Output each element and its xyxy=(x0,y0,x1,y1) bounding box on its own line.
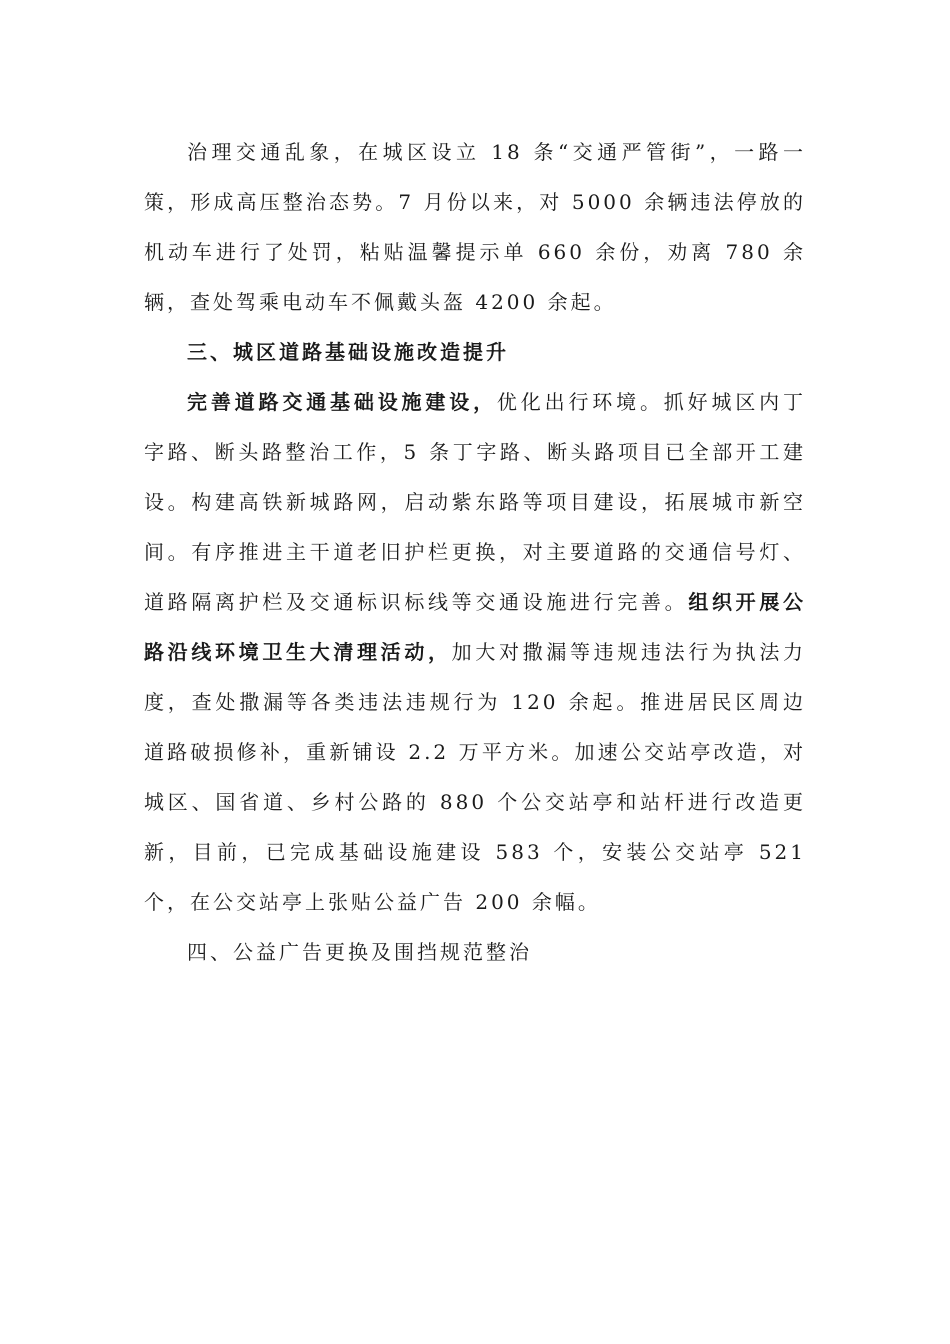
paragraph-traffic-governance: 治理交通乱象，在城区设立 18 条“交通严管街”，一路一策，形成高压整治态势。7 月份以来，对 5000 余辆违法停放的机动车进行了处罚，粘贴温馨提示单 660 余份，劝离 780 余辆，查处驾乘电动车不佩戴头盔 4200 余起。 xyxy=(144,140,806,314)
document-body xyxy=(144,127,806,977)
section-heading-4: 四、公益广告更换及围挡规范整治 xyxy=(187,940,532,964)
section-heading-3: 三、城区道路基础设施改造提升 xyxy=(187,340,509,364)
paragraph-lead-bold: 完善道路交通基础设施建设， xyxy=(187,390,497,414)
paragraph-mid-bold: 组织开展公路沿线环境卫生大清理活动， xyxy=(144,590,807,664)
paragraph-text-1: 优化出行环境。抓好城区内丁字路、断头路整治工作，5 条丁字路、断头路项目已全部开工建设。构建高铁新城路网，启动紫东路等项目建设，拓展城市新空间。有序推进主干道老旧护栏更换，对主要道路的交通信号灯、道路隔离护栏及交通标识标线等交通设施进行完善。 xyxy=(144,390,807,614)
paragraph-text-2: 加大对撒漏等违规违法行为执法力度，查处撒漏等各类违法违规行为 120 余起。推进居民区周边道路破损修补，重新铺设 2.2 万平方米。加速公交站亭改造，对城区、国省道、乡村公路的 880 个公交站亭和站杆进行改造更新，目前，已完成基础设施建设 583 个，安装公交站亭 521 个，在公交站亭上张贴公益广告 200 余幅。 xyxy=(144,640,807,914)
paragraph-road-infrastructure xyxy=(144,377,806,927)
